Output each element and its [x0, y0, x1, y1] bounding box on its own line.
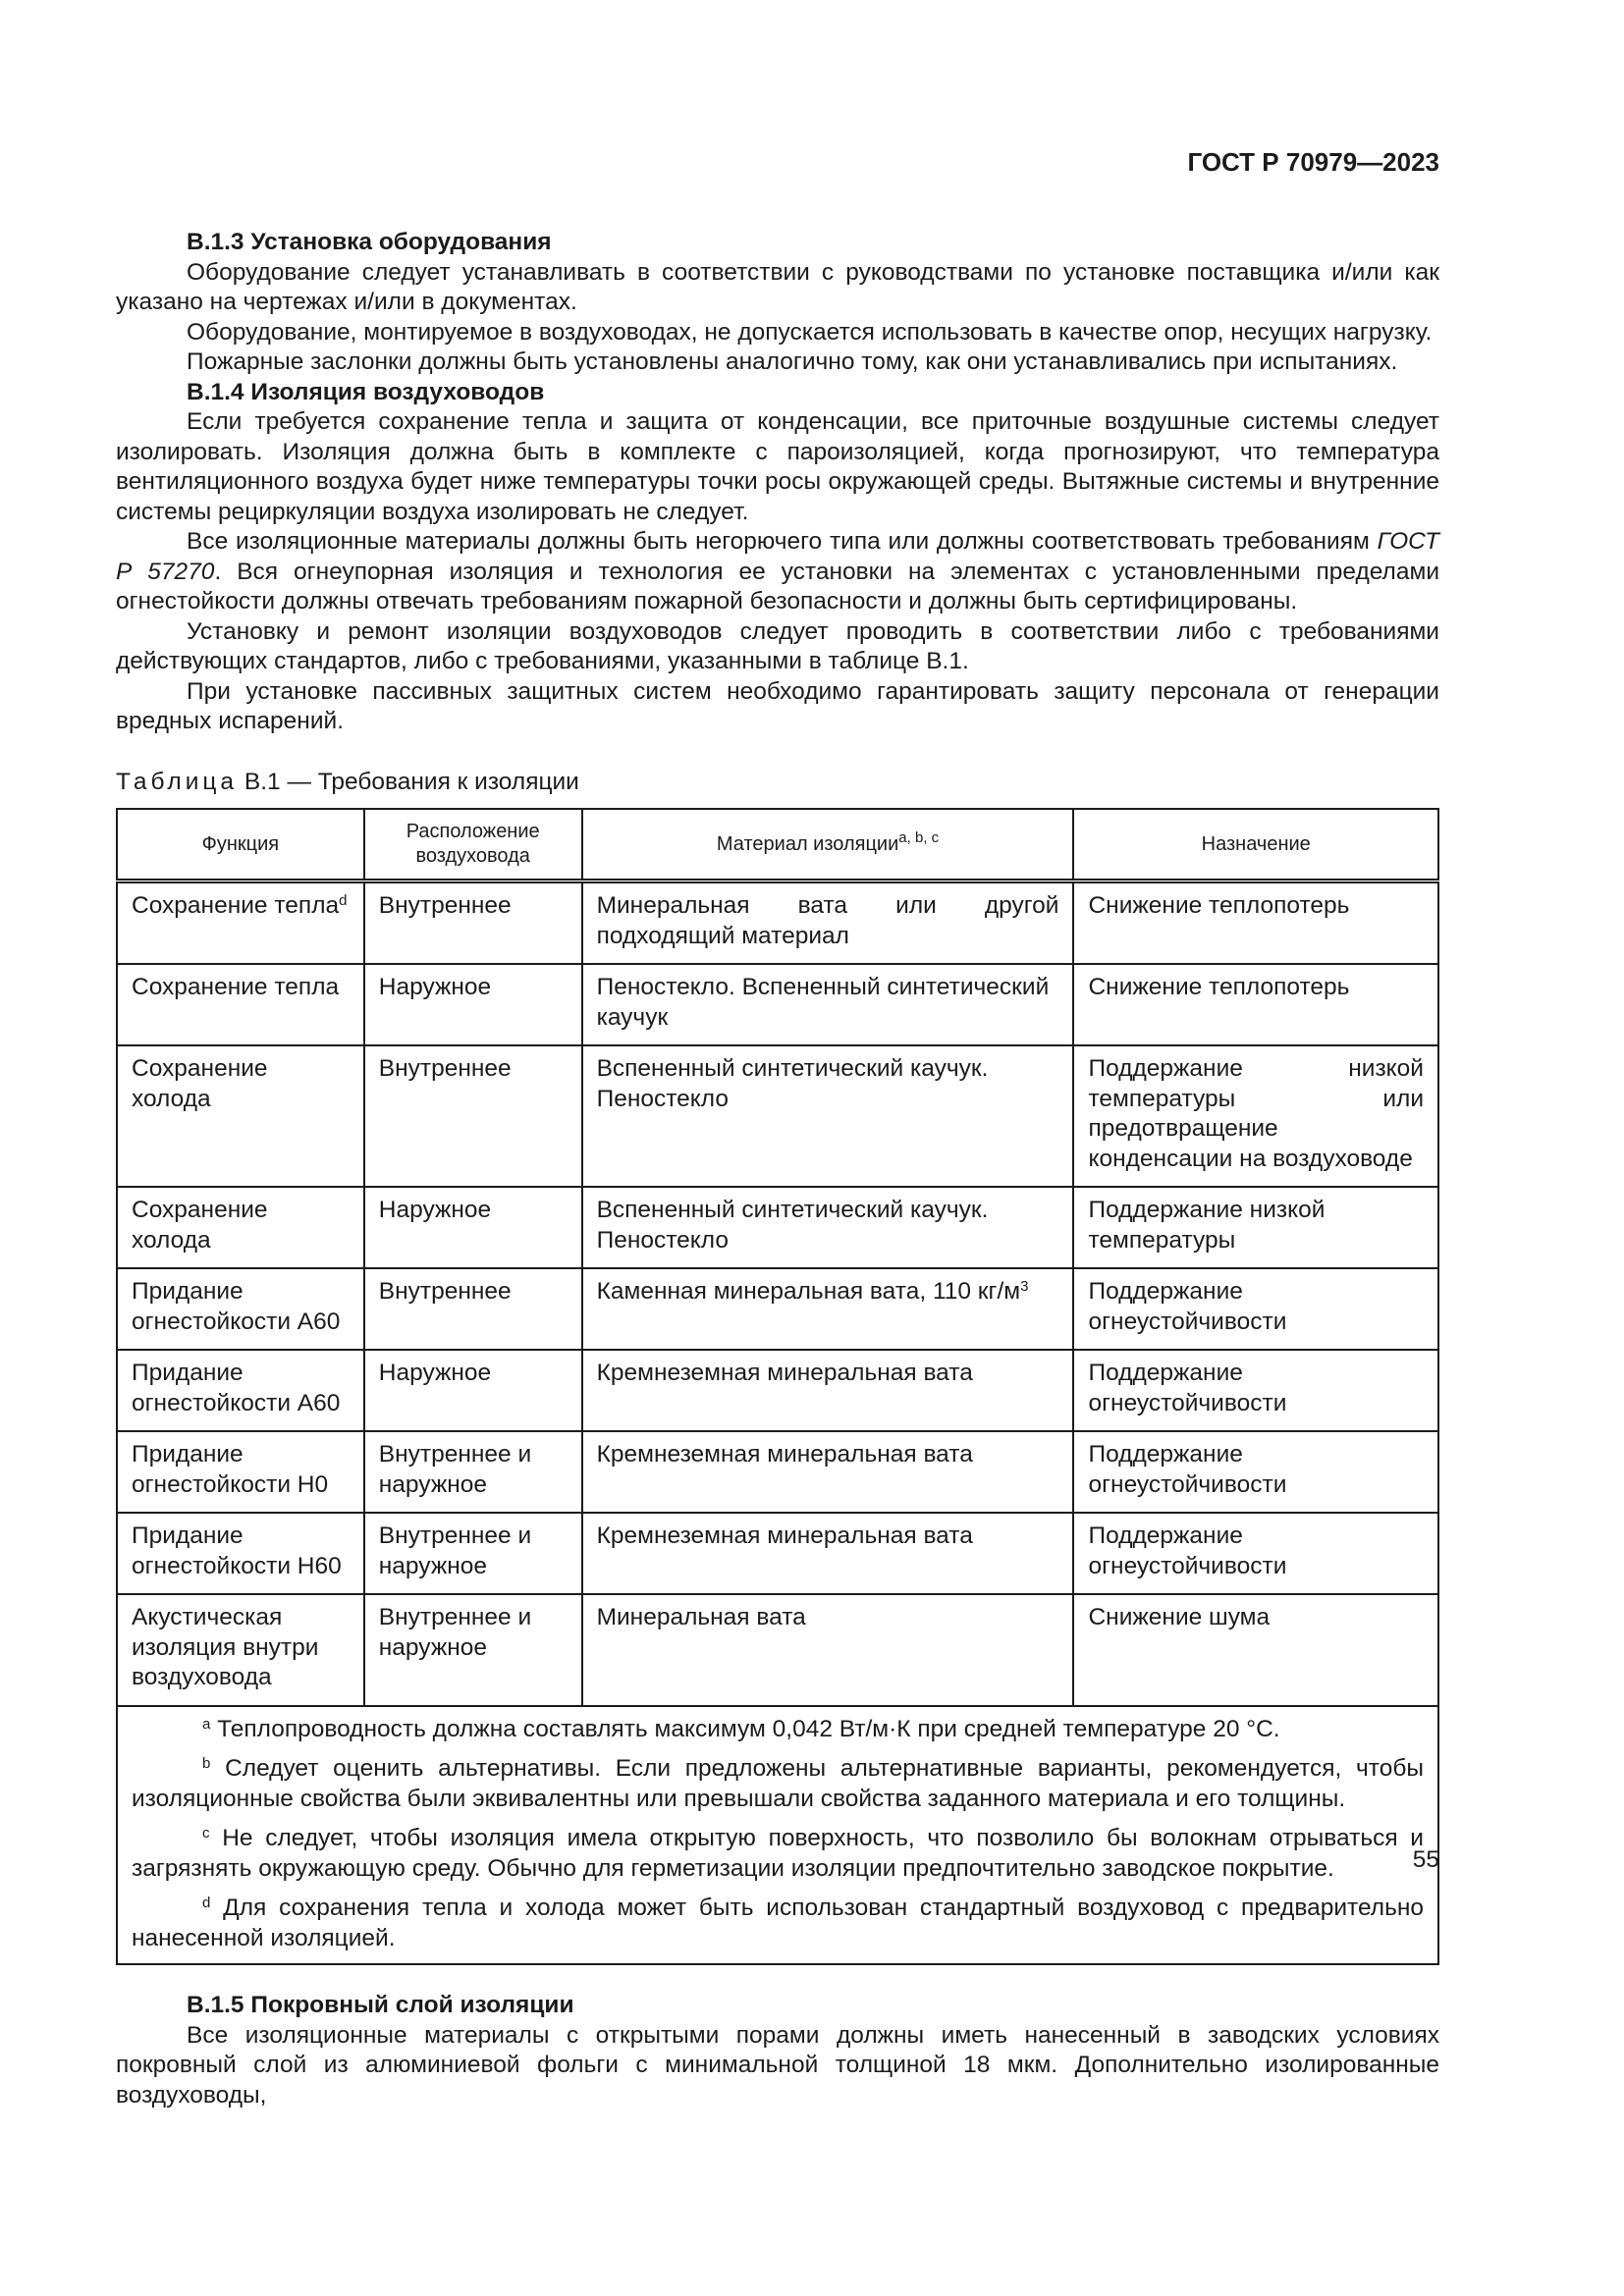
cell-function: Придание огнестойкости Н0 — [117, 1431, 364, 1513]
footnote-mark: d — [202, 1895, 211, 1911]
footnote — [132, 1894, 1424, 1953]
cell-location: Внутреннее — [364, 881, 582, 965]
section-heading-b14: В.1.4 Изоляция воздуховодов — [187, 378, 545, 405]
document-code: ГОСТ Р 70979—2023 — [1187, 147, 1439, 177]
cell-location: Внутреннее — [364, 1045, 582, 1187]
table-row — [117, 964, 1438, 1045]
header-function: Функция — [117, 809, 364, 881]
cell-function: Сохранение тепла — [117, 964, 364, 1045]
header-material-label: Материал изоляции — [716, 832, 899, 855]
footnote — [132, 1715, 1424, 1745]
cell-material: Пеностекло. Вспененный синтетический каучук — [582, 964, 1074, 1045]
paragraph: Оборудование, монтируемое в воздуховодах, не допускается использовать в качестве опор, несущих нагрузку. — [187, 318, 1433, 346]
cell-function — [117, 881, 364, 965]
table-row — [117, 1431, 1438, 1513]
table-notes — [117, 1706, 1438, 1965]
cell-function: Акустическая изоляция внутри воздуховода — [117, 1594, 364, 1706]
cell-location: Наружное — [364, 1187, 582, 1268]
page-number: 55 — [1412, 1846, 1439, 1873]
paragraph: Установку и ремонт изоляции воздуховодов следует проводить в соответствии либо с требованиями действующих стандартов, либо с требованиями, указанными в таблице В.1. — [116, 617, 1439, 674]
footnote-mark: c — [202, 1825, 210, 1842]
cell-purpose: Поддержание низкой температуры или предотвращение конденсации на воздуховоде — [1073, 1045, 1438, 1187]
cell-location: Внутреннее и наружное — [364, 1513, 582, 1594]
superscript: 3 — [1020, 1278, 1029, 1295]
table-caption-label: Таблица — [116, 768, 239, 795]
table-row — [117, 1350, 1438, 1431]
table-notes-row — [117, 1706, 1438, 1965]
paragraph: При установке пассивных защитных систем необходимо гарантировать защиту персонала от генерации вредных испарений. — [116, 677, 1439, 734]
cell-location: Внутреннее и наружное — [364, 1431, 582, 1513]
cell-purpose: Снижение шума — [1073, 1594, 1438, 1706]
cell-material-text: Каменная минеральная вата, 110 кг/м — [596, 1278, 1021, 1305]
cell-material: Кремнеземная минеральная вата — [582, 1350, 1074, 1431]
paragraph — [116, 527, 1439, 617]
table-row — [117, 1513, 1438, 1594]
footnote-text: Не следует, чтобы изоляция имела открытую поверхность, что позволило бы волокнам отрываться и загрязнять окружающую среду. Обычно для герметизации изоляции предпочтительно заводское покрытие. — [132, 1825, 1424, 1882]
cell-material: Кремнеземная минеральная вата — [582, 1431, 1074, 1513]
footnote-mark: b — [202, 1755, 211, 1772]
cell-function: Сохранение холода — [117, 1045, 364, 1187]
cell-purpose: Поддержание огнеустойчивости — [1073, 1431, 1438, 1513]
footnote — [132, 1754, 1424, 1814]
cell-function: Придание огнестойкости А60 — [117, 1350, 364, 1431]
header-purpose: Назначение — [1073, 809, 1438, 881]
footnote-mark: a — [202, 1715, 211, 1733]
insulation-requirements-table — [116, 808, 1439, 1965]
table-row — [117, 1268, 1438, 1350]
section-heading-b13: В.1.3 Установка оборудования — [187, 229, 552, 255]
paragraph-text: . Вся огнеупорная изоляция и технология ее установки на элементах с установленными пределами огнестойкости должны отвечать требованиям пожарной безопасности и должны быть сертифицированы. — [116, 558, 1439, 614]
paragraph: Оборудование следует устанавливать в соответствии с руководствами по установке поставщика и/или как указано на чертежах и/или в документах. — [116, 258, 1439, 315]
cell-purpose: Поддержание низкой температуры — [1073, 1187, 1438, 1268]
footnote-text: Теплопроводность должна составлять максимум 0,042 Вт/м·К при средней температуре 20 °C. — [217, 1715, 1280, 1742]
table-row — [117, 1594, 1438, 1706]
cell-material: Кремнеземная минеральная вата — [582, 1513, 1074, 1594]
cell-material: Вспененный синтетический каучук. Пеностекло — [582, 1045, 1074, 1187]
cell-function-text: Сохранение тепла — [132, 892, 340, 919]
page-content — [116, 228, 1439, 2110]
cell-location: Наружное — [364, 1350, 582, 1431]
section-heading-b15: В.1.5 Покровный слой изоляции — [187, 1992, 574, 2018]
header-location: Расположение воздуховода — [364, 809, 582, 881]
cell-material — [582, 1268, 1074, 1350]
cell-purpose: Поддержание огнеустойчивости — [1073, 1513, 1438, 1594]
table-row — [117, 1045, 1438, 1187]
table-row — [117, 1187, 1438, 1268]
cell-location: Наружное — [364, 964, 582, 1045]
cell-function: Сохранение холода — [117, 1187, 364, 1268]
paragraph-text: Все изоляционные материалы должны быть негорючего типа или должны соответствовать требованиям — [187, 528, 1378, 555]
cell-location: Внутреннее — [364, 1268, 582, 1350]
cell-purpose: Снижение теплопотерь — [1073, 964, 1438, 1045]
standard-reference: ГОСТ Р 57270 — [116, 528, 1439, 585]
cell-material: Вспененный синтетический каучук. Пеностекло — [582, 1187, 1074, 1268]
cell-purpose: Поддержание огнеустойчивости — [1073, 1350, 1438, 1431]
footnote-text: Следует оценить альтернативы. Если предложены альтернативные варианты, рекомендуется, чтобы изоляционные свойства были эквивалентны или превышали свойства заданного материала и его толщины. — [132, 1755, 1424, 1812]
table-caption — [116, 768, 1439, 798]
cell-purpose: Поддержание огнеустойчивости — [1073, 1268, 1438, 1350]
footnote — [132, 1824, 1424, 1884]
header-material — [582, 809, 1074, 881]
cell-function: Придание огнестойкости А60 — [117, 1268, 364, 1350]
paragraph: Если требуется сохранение тепла и защита от конденсации, все приточные воздушные системы следует изолировать. Изоляция должна быть в комплекте с пароизоляцией, когда прогнозируют, что температура вентиляционного воздуха будет ниже температуры точки росы окружающей среды. Вытяжные системы и внутренние системы рециркуляции воздуха изолировать не следует. — [116, 408, 1439, 525]
cell-purpose: Снижение теплопотерь — [1073, 881, 1438, 965]
footnote-mark: d — [339, 892, 348, 909]
paragraph: Пожарные заслонки должны быть установлены аналогично тому, как они устанавливались при испытаниях. — [187, 348, 1398, 375]
table-caption-text: В.1 — Требования к изоляции — [244, 768, 579, 795]
table-row — [117, 881, 1438, 965]
cell-function: Придание огнестойкости Н60 — [117, 1513, 364, 1594]
paragraph: Все изоляционные материалы с открытыми порами должны иметь нанесенный в заводских условиях покровный слой из алюминиевой фольги с минимальной толщиной 18 мкм. Дополнительно изолированные воздуховоды, — [116, 2021, 1439, 2109]
table-header-row — [117, 809, 1438, 881]
cell-location: Внутреннее и наружное — [364, 1594, 582, 1706]
footnote-marks: a, b, c — [898, 828, 940, 846]
cell-material: Минеральная вата — [582, 1594, 1074, 1706]
footnote-text: Для сохранения тепла и холода может быть использован стандартный воздуховод с предварительно нанесенной изоляцией. — [132, 1895, 1424, 1951]
cell-material: Минеральная вата или другой подходящий материал — [582, 881, 1074, 965]
